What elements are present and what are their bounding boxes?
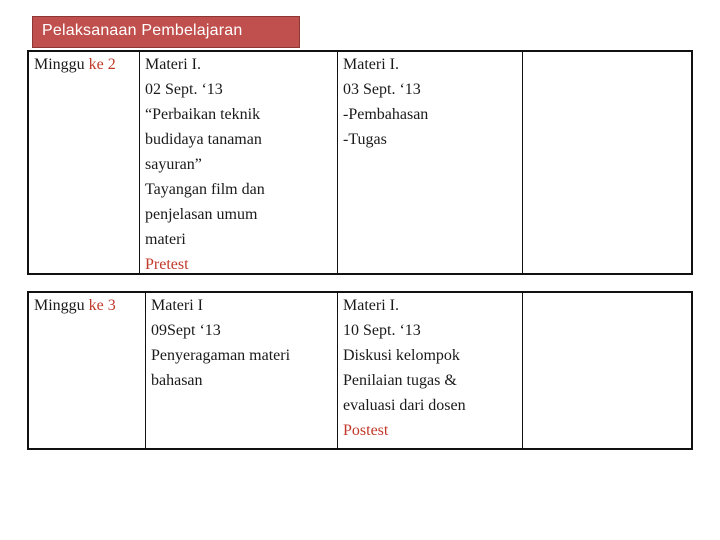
week-label-2	[34, 52, 116, 77]
section-title: Pelaksanaan Pembelajaran	[42, 22, 243, 39]
cell-line: Tayangan film dan	[145, 181, 265, 198]
cell-line: -Pembahasan	[343, 106, 429, 123]
cell-line: materi	[145, 231, 186, 248]
row-1-divider-1	[139, 50, 140, 275]
cell-line: Materi I	[151, 297, 203, 314]
cell-line: 02 Sept. ‘13	[145, 81, 223, 98]
pretest-label: Pretest	[145, 256, 189, 273]
cell-line: 03 Sept. ‘13	[343, 81, 421, 98]
row-1-divider-2	[337, 50, 338, 275]
cell-line: -Tugas	[343, 131, 387, 148]
row-2-divider-2	[337, 291, 338, 450]
cell-line: 09Sept ‘13	[151, 322, 221, 339]
postest-label: Postest	[343, 422, 389, 439]
cell-line: evaluasi dari dosen	[343, 397, 466, 414]
week-number: ke 3	[88, 297, 116, 314]
week-label-3	[34, 293, 116, 318]
cell-line: penjelasan umum	[145, 206, 258, 223]
row-2-divider-1	[145, 291, 146, 450]
cell-line: Materi I.	[343, 297, 399, 314]
cell-line: Diskusi kelompok	[343, 347, 460, 364]
week-prefix: Minggu	[34, 297, 89, 314]
row-1-divider-3	[522, 50, 523, 275]
row-2-divider-3	[522, 291, 523, 450]
cell-line: Materi I.	[145, 56, 201, 73]
cell-line: Materi I.	[343, 56, 399, 73]
cell-line: budidaya tanaman	[145, 131, 262, 148]
week-2-session-1	[145, 52, 265, 277]
cell-line: “Perbaikan teknik	[145, 106, 261, 123]
week-prefix: Minggu	[34, 56, 89, 73]
week-3-session-2	[343, 293, 466, 443]
cell-line: bahasan	[151, 372, 203, 389]
week-3-session-1	[151, 293, 290, 393]
cell-line: Penyeragaman materi	[151, 347, 291, 364]
cell-line: Penilaian tugas &	[343, 372, 457, 389]
cell-line: sayuran”	[145, 156, 202, 173]
week-number: ke 2	[88, 56, 116, 73]
cell-line: 10 Sept. ‘13	[343, 322, 421, 339]
week-2-session-2	[343, 52, 428, 152]
section-title-box	[32, 16, 300, 48]
